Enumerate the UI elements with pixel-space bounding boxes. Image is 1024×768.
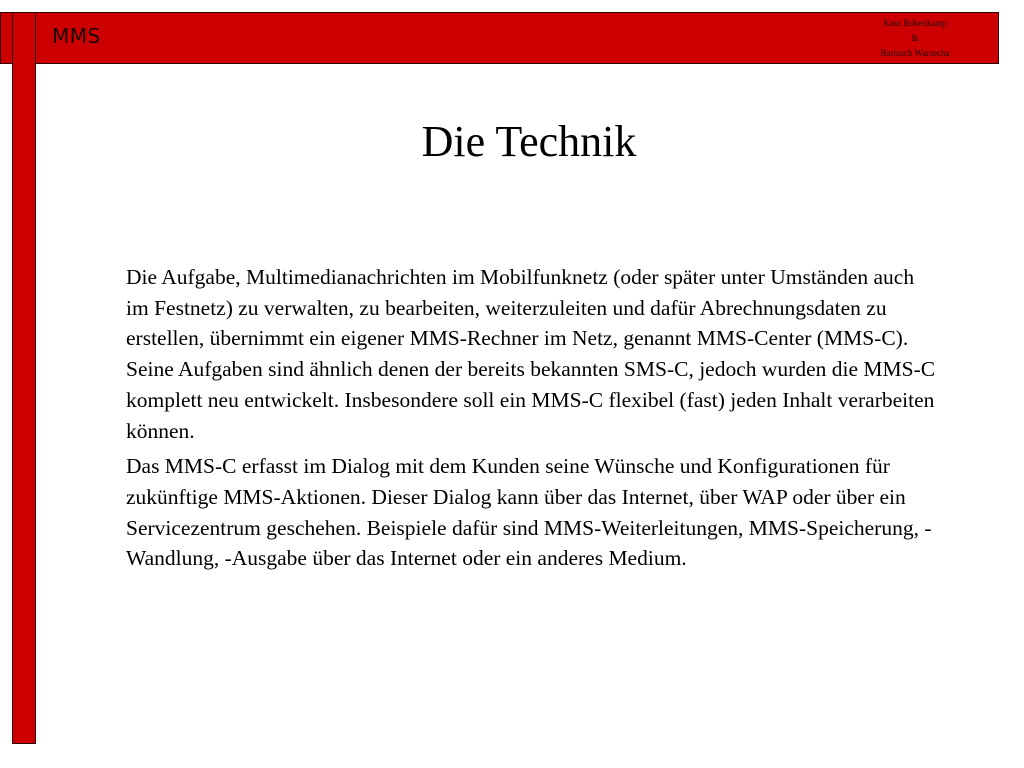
author-2: Bartosch Warzecha [880, 48, 950, 58]
paragraph-2: Das MMS-C erfasst im Dialog mit dem Kunden seine Wünsche und Konfigurationen für zukünftige MMS-Aktionen. Dieser Dialog kann über das Internet, über WAP oder über ein Servicezentrum geschehen. Beispiele dafür sind MMS-Weiterleitungen, MMS-Speicherung, -Wandlung, -Ausgabe über das Internet oder ein anderes Medium. [126, 454, 932, 571]
header-bar [0, 12, 999, 64]
slide-body [126, 262, 936, 579]
authors-block [860, 16, 970, 61]
author-separator: & [911, 33, 919, 43]
paragraph-1: Die Aufgabe, Multimedianachrichten im Mobilfunknetz (oder später unter Umständen auch im Festnetz) zu verwalten, zu bearbeiten, weiterzuleiten und dafür Abrechnungsdaten zu erstellen, übernimmt ein eigener MMS-Rechner im Netz, genannt MMS-Center (MMS-C). Seine Aufgaben sind ähnlich denen der bereits bekannten SMS-C, jedoch wurden die MMS-C komplett neu entwickelt. Insbesondere soll ein MMS-C flexibel (fast) jeden Inhalt verarbeiten können. [126, 265, 936, 443]
brand-label: MMS [52, 24, 101, 48]
author-1: Knut Bökenkamp [883, 18, 947, 28]
slide-title: Die Technik [421, 117, 637, 166]
